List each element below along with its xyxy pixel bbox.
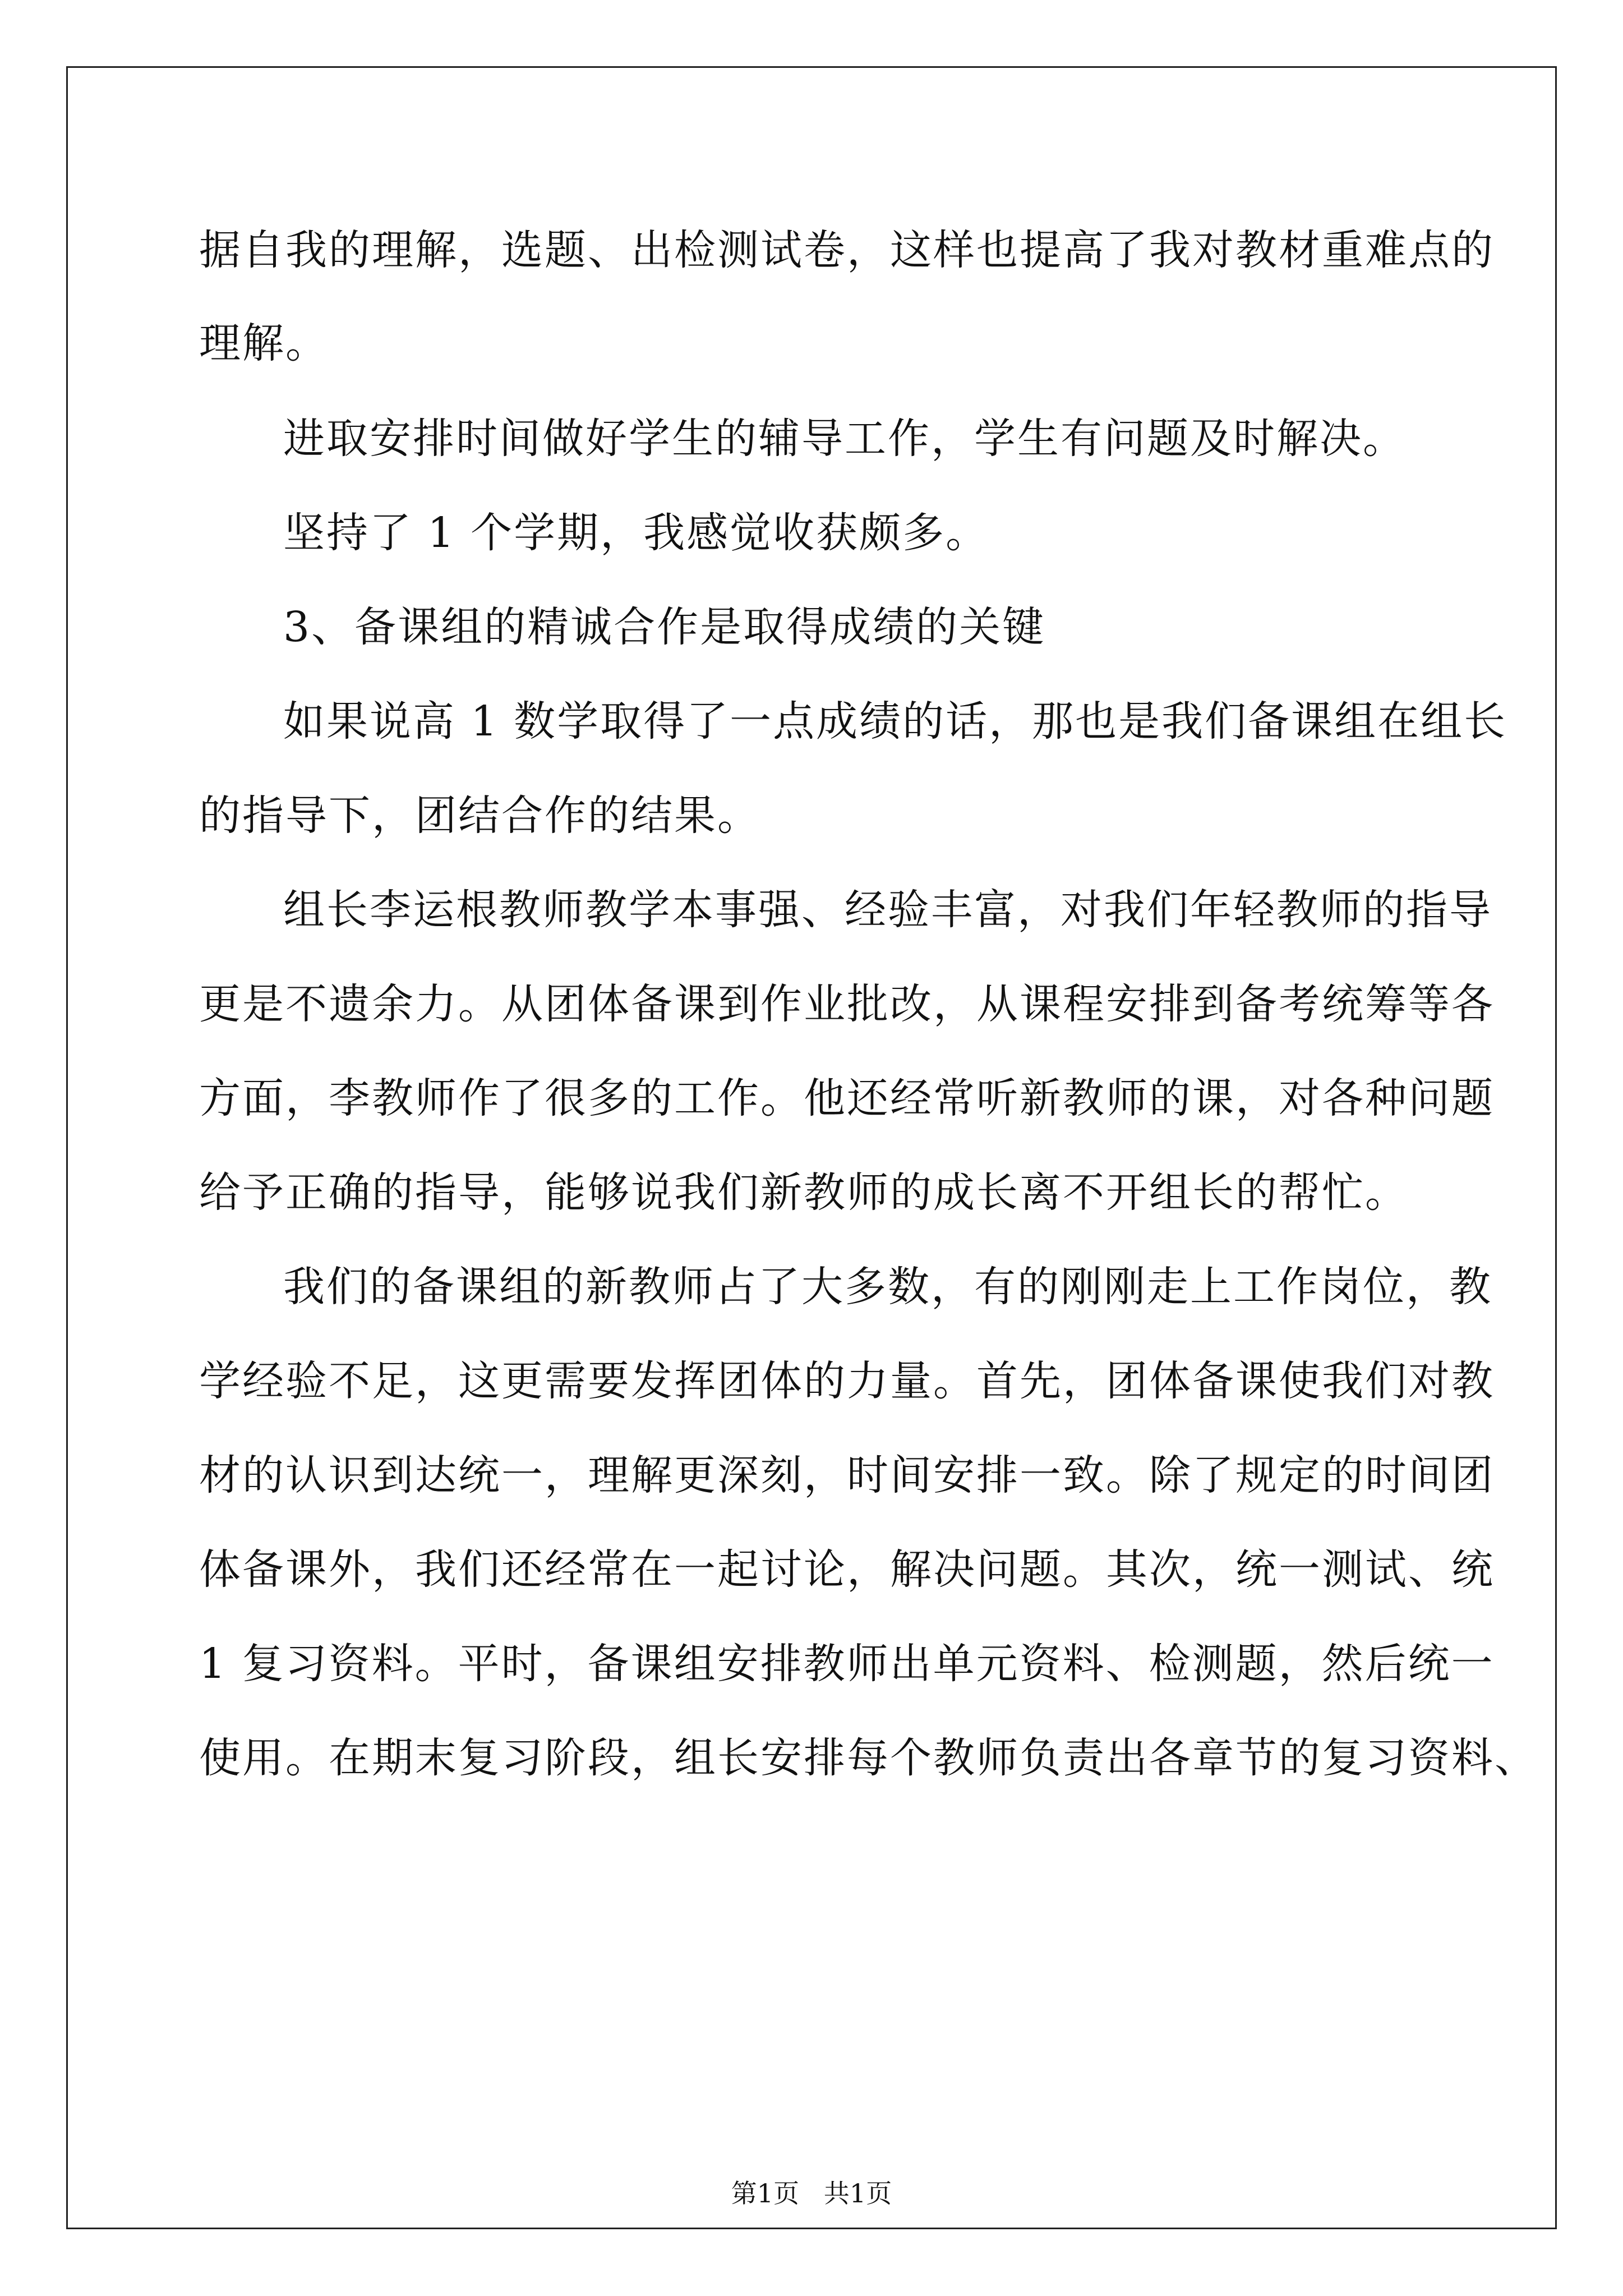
page-border — [66, 66, 1557, 2229]
body-line: 如果说高 1 数学取得了一点成绩的话，那也是我们备课组在组长 — [283, 697, 1507, 746]
section-heading: 3、备课组的精诚合作是取得成绩的关键 — [283, 603, 1046, 651]
body-line: 据自我的理解，选题、出检测试卷，这样也提高了我对教材重难点的 — [199, 226, 1495, 274]
page-number-footer: 第1页 共1页 — [731, 2178, 892, 2208]
body-line: 我们的备课组的新教师占了大多数，有的刚刚走上工作岗位，教 — [283, 1263, 1492, 1311]
body-line: 给予正确的指导，能够说我们新教师的成长离不开组长的帮忙。 — [199, 1168, 1408, 1217]
body-line: 体备课外，我们还经常在一起讨论，解决问题。其次，统一测试、统 — [199, 1545, 1495, 1594]
body-line: 1 复习资料。平时，备课组安排教师出单元资料、检测题，然后统一 — [199, 1640, 1495, 1688]
body-line: 理解。 — [199, 319, 329, 367]
body-line: 坚持了 1 个学期，我感觉收获颇多。 — [283, 509, 989, 557]
body-line: 的指导下，团结合作的结果。 — [199, 792, 760, 840]
body-line: 使用。在期末复习阶段，组长安排每个教师负责出各章节的复习资料、 — [199, 1734, 1538, 1782]
body-line: 更是不遗余力。从团体备课到作业批改，从课程安排到备考统筹等各 — [199, 980, 1495, 1028]
body-line: 材的认识到达统一，理解更深刻，时间安排一致。除了规定的时间团 — [199, 1451, 1495, 1499]
body-line: 组长李运根教师教学本事强、经验丰富，对我们年轻教师的指导 — [283, 886, 1492, 934]
body-line: 进取安排时间做好学生的辅导工作，学生有问题及时解决。 — [283, 415, 1406, 463]
body-line: 方面，李教师作了很多的工作。他还经常听新教师的课，对各种问题 — [199, 1074, 1495, 1122]
body-line: 学经验不足，这更需要发挥团体的力量。首先，团体备课使我们对教 — [199, 1357, 1495, 1405]
